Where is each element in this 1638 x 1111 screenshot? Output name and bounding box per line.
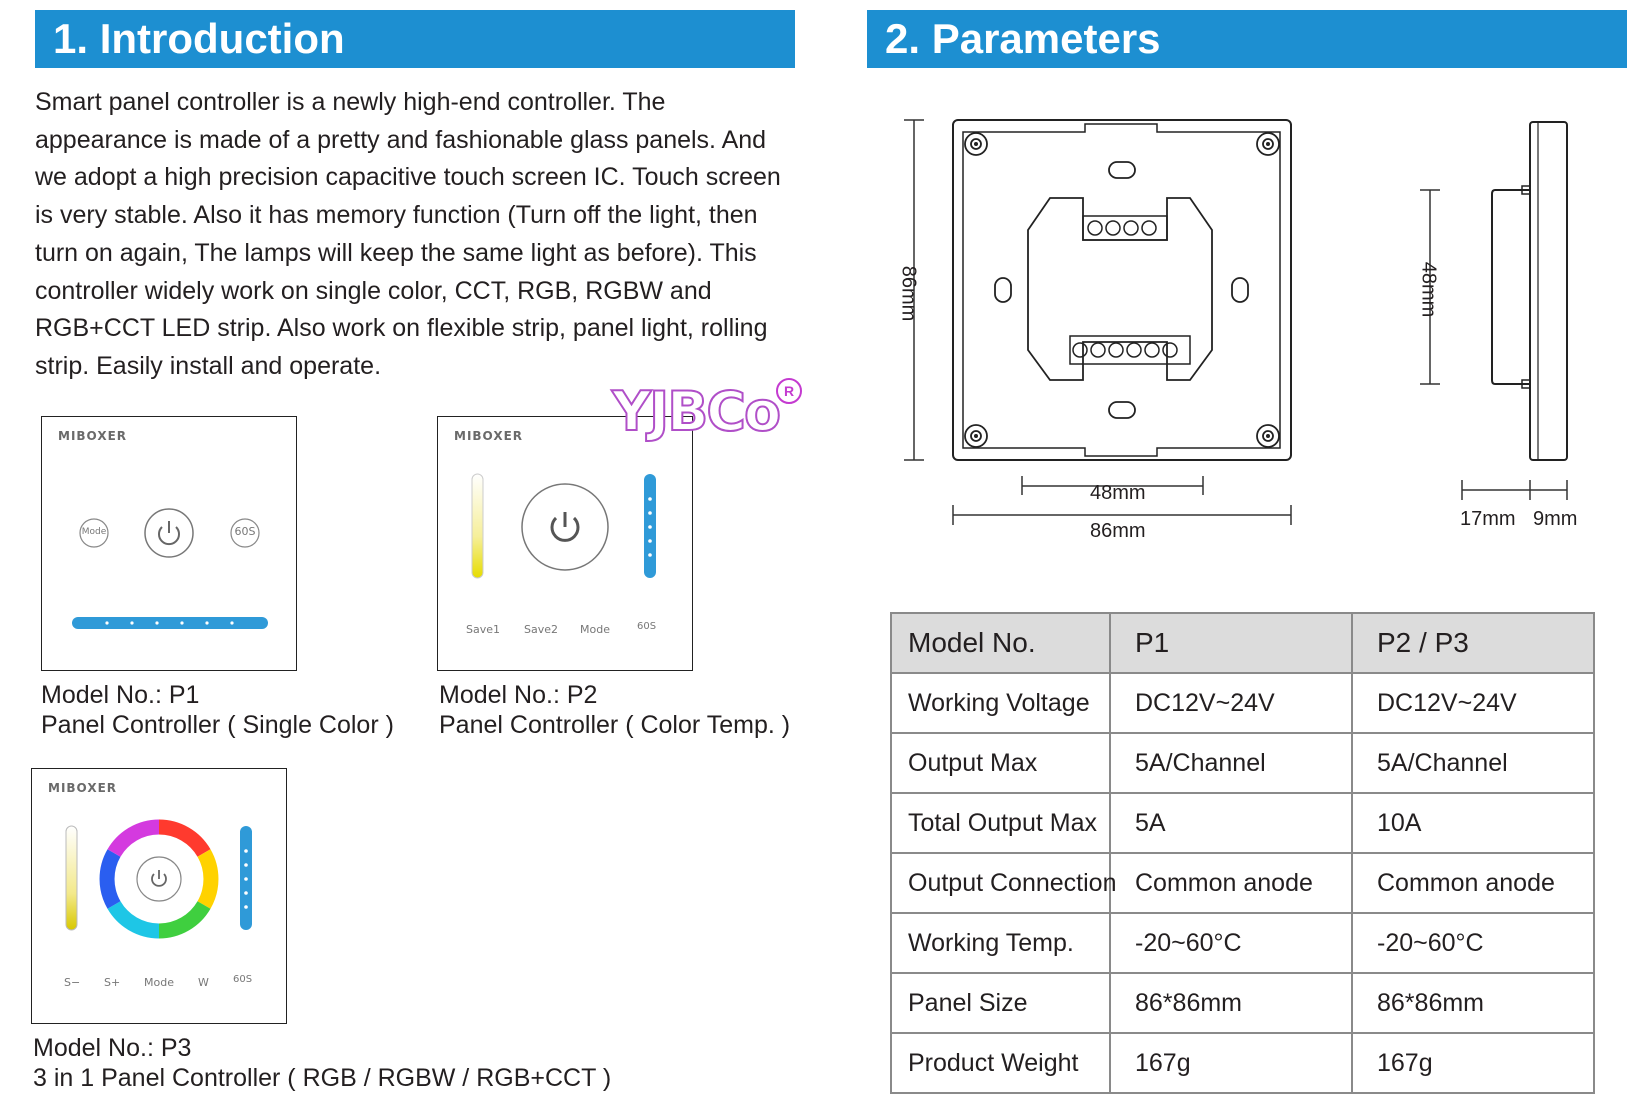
front-width-dim: 86mm (1090, 520, 1146, 542)
front-inner-width-dim: 48mm (1090, 482, 1146, 504)
params-heading: 2. Parameters (867, 10, 1627, 68)
table-cell: Panel Size (891, 973, 1110, 1033)
p3-panel-image (31, 768, 287, 1024)
table-cell: 86*86mm (1110, 973, 1352, 1033)
table-cell: 5A (1110, 793, 1352, 853)
table-cell: Output Connection (891, 853, 1110, 913)
table-row (891, 733, 1594, 793)
table-cell: Common anode (1110, 853, 1352, 913)
p3-model-caption: Model No.: P3 (33, 1034, 192, 1062)
side-height-dim: 48mm (1417, 261, 1440, 318)
table-header-row (891, 613, 1594, 673)
table-cell: Working Temp. (891, 913, 1110, 973)
table-cell: 5A/Channel (1352, 733, 1594, 793)
side-depth-b-dim: 9mm (1533, 508, 1578, 530)
header-cell: P1 (1110, 613, 1352, 673)
p1-brand: MIBOXER (58, 429, 128, 443)
header-cell: P2 / P3 (1352, 613, 1594, 673)
p2-save2-label: Save2 (524, 623, 558, 636)
p3-mode-label: Mode (144, 976, 174, 989)
p1-mode-button: Mode (81, 527, 107, 537)
table-cell: -20~60°C (1352, 913, 1594, 973)
p3-timer-label: 60S (233, 974, 253, 985)
p3-white-slider (66, 826, 77, 930)
p2-mode-label: Mode (580, 623, 610, 636)
p1-timer-button: 60S (234, 525, 256, 538)
header-cell: Model No. (891, 613, 1110, 673)
table-row (891, 973, 1594, 1033)
table-cell: 167g (1110, 1033, 1352, 1093)
table-cell: Product Weight (891, 1033, 1110, 1093)
p2-timer-label: 60S (637, 621, 657, 632)
p3-s-plus-label: S+ (104, 976, 121, 989)
table-row (891, 853, 1594, 913)
table-cell: 10A (1352, 793, 1594, 853)
table-cell: Common anode (1352, 853, 1594, 913)
table-cell: DC12V~24V (1110, 673, 1352, 733)
front-height-dim: 86mm (897, 265, 920, 322)
table-cell: Total Output Max (891, 793, 1110, 853)
p2-panel-image (437, 416, 693, 671)
p3-desc-caption: 3 in 1 Panel Controller ( RGB / RGBW / RGB+CCT ) (33, 1064, 612, 1092)
table-row (891, 1033, 1594, 1093)
p3-w-label: W (198, 976, 209, 989)
p2-model-caption: Model No.: P2 (439, 681, 598, 709)
intro-paragraph: Smart panel controller is a newly high-end controller. The appearance is made of a pretty and fashionable glass panels. And we adopt a high precision capacitive touch screen IC. Touch screen is very stable. Also it has memory function (Turn off the light, then turn on again, The lamps will keep the same light as before). This controller widely work on single color, CCT, RGB, RGBW and RGB+CCT LED strip. Also work on flexible strip, panel light, rolling strip. Easily install and operate. (35, 88, 781, 380)
table-cell: DC12V~24V (1352, 673, 1594, 733)
table-row (891, 673, 1594, 733)
table-row (891, 913, 1594, 973)
yjbco-logo: YJBCo (612, 380, 780, 443)
p2-save1-label: Save1 (466, 623, 500, 636)
p1-desc-caption: Panel Controller ( Single Color ) (41, 711, 394, 739)
p2-desc-caption: Panel Controller ( Color Temp. ) (439, 711, 791, 739)
p1-model-caption: Model No.: P1 (41, 681, 200, 709)
p3-brand: MIBOXER (48, 781, 118, 795)
table-cell: -20~60°C (1110, 913, 1352, 973)
table-cell: 167g (1352, 1033, 1594, 1093)
registered-mark: R (776, 378, 802, 404)
p2-cct-slider (472, 474, 483, 578)
table-cell: Output Max (891, 733, 1110, 793)
p1-panel-graphics (42, 417, 298, 672)
table-cell: Working Voltage (891, 673, 1110, 733)
intro-heading: 1. Introduction (35, 10, 795, 68)
parameters-table (890, 612, 1595, 1094)
p3-s-minus-label: S− (64, 976, 81, 989)
p1-panel-image (41, 416, 297, 671)
p2-brand: MIBOXER (454, 429, 524, 443)
p1-brightness-slider (72, 617, 268, 629)
table-cell: 5A/Channel (1110, 733, 1352, 793)
table-cell: 86*86mm (1352, 973, 1594, 1033)
table-row (891, 793, 1594, 853)
side-depth-a-dim: 17mm (1460, 508, 1516, 530)
